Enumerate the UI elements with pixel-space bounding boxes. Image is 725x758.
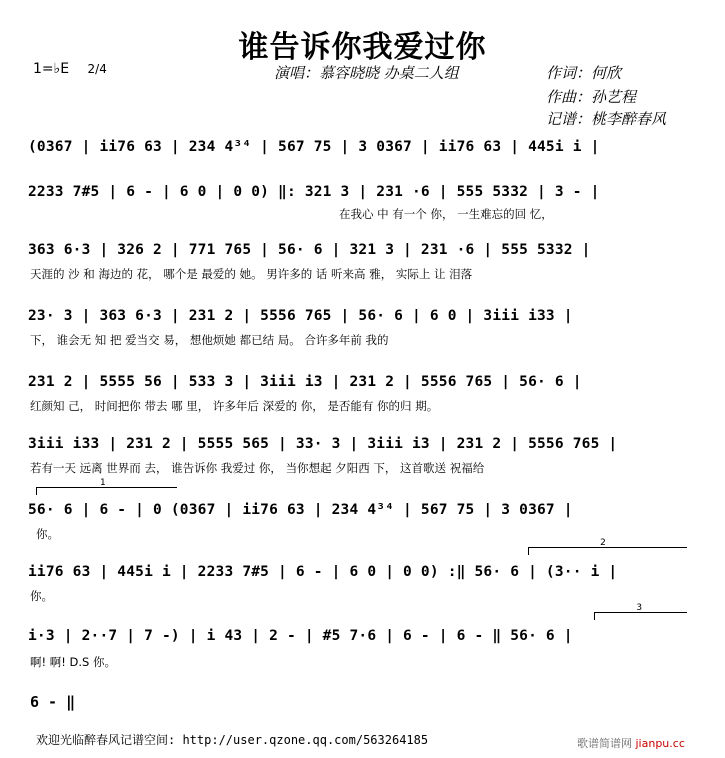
lyricist-credit: 作词：何欣 — [546, 64, 622, 82]
watermark-site: 歌谱简谱网 — [577, 737, 632, 750]
score-line-5-lyrics: 红颜知 己， 时间把你 带去 哪 里， 许多年后 深爱的 你， 是否能有 你的归 期。 — [30, 399, 439, 413]
key-signature — [33, 61, 107, 77]
score-line-9-notes: i·3 | 2··7 | 7 -) | i 43 | 2 - | #5 7·6 | 6 - | 6 - ‖ 56· 6 | — [28, 628, 573, 644]
score-line-8-notes: ii76 63 | 445i i | 2233 7#5 | 6 - | 6 0 | 0 0) :‖ 56· 6 | (3·· i | — [28, 564, 618, 580]
volta-bracket-3: 3 — [594, 612, 687, 620]
score-line-3-notes: 363 6·3 | 326 2 | 771 765 | 56· 6 | 321 3 | 231 ·6 | 555 5332 | — [28, 242, 591, 258]
score-line-2-lyrics: 在我心 中 有一个 你， 一生难忘的回 忆， — [339, 207, 553, 221]
score-line-7-notes: 56· 6 | 6 - | 0 (0367 | ii76 63 | 234 4³⁴ | 567 75 | 3 0367 | — [28, 502, 573, 518]
score-line-5-notes: 231 2 | 5555 56 | 533 3 | 3iii i3 | 231 2 | 5556 765 | 56· 6 | — [28, 374, 582, 390]
score-line-4-lyrics: 下， 谁会无 知 把 爱当交 易， 想他烦她 都已结 局。 合许多年前 我的 — [30, 333, 389, 347]
score-ending: 6 - ‖ — [30, 693, 76, 711]
score-line-4-notes: 23· 3 | 363 6·3 | 231 2 | 5556 765 | 56· 6 | 6 0 | 3iii i33 | — [28, 308, 573, 324]
score-line-2-notes: 2233 7#5 | 6 - | 6 0 | 0 0) ‖: 321 3 | 231 ·6 | 555 5332 | 3 - | — [28, 184, 600, 200]
key-label: 1=♭E — [33, 61, 70, 77]
singer-credit: 演唱：慕容晓晓 办桌二人组 — [274, 64, 459, 82]
composer-credit: 作曲：孙艺程 — [546, 88, 637, 106]
score-line-9-lyrics: 啊! 啊! D.S 你。 — [30, 655, 116, 669]
score-line-3-lyrics: 天涯的 沙 和 海边的 花， 哪个是 最爱的 她。 男许多的 话 听来高 雅， 实际上 让 泪落 — [30, 267, 473, 281]
footer-link-text: 欢迎光临醉春风记谱空间: http://user.qzone.qq.com/563264185 — [36, 733, 429, 747]
watermark — [577, 735, 685, 751]
transcriber-credit: 记谱：桃李醉春风 — [546, 110, 667, 128]
score-line-6-notes: 3iii i33 | 231 2 | 5555 565 | 33· 3 | 3iii i3 | 231 2 | 5556 765 | — [28, 436, 618, 452]
volta-bracket-2: 2 — [528, 547, 687, 555]
score-line-6-lyrics: 若有一天 远离 世界而 去， 谁告诉你 我爱过 你， 当你想起 夕阳西 下， 这首歌送 祝福给 — [30, 461, 485, 475]
time-signature: 2/4 — [87, 62, 107, 76]
score-line-7-lyrics: 你。 — [36, 527, 59, 541]
score-line-1-notes: (0367 | ii76 63 | 234 4³⁴ | 567 75 | 3 0367 | ii76 63 | 445i i | — [28, 139, 600, 155]
volta-bracket-1: 1 — [36, 487, 177, 495]
song-title: 谁告诉你我爱过你 — [238, 30, 487, 65]
watermark-domain: jianpu.cc — [635, 737, 685, 750]
score-line-8-lyrics: 你。 — [30, 589, 53, 603]
